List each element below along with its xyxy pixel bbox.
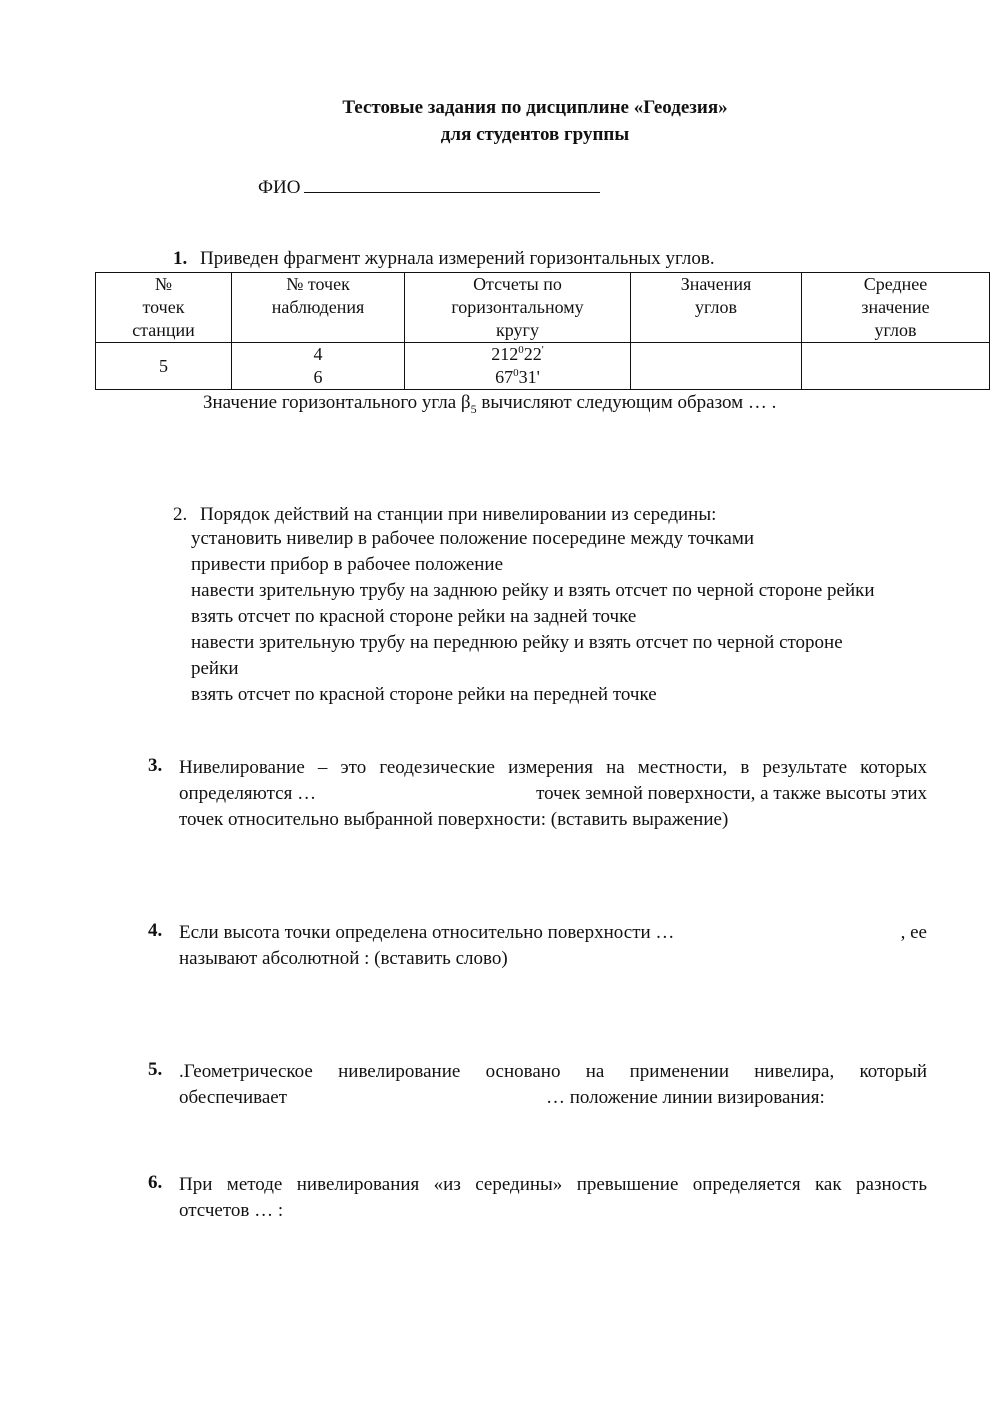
mean-angle-cell[interactable]	[802, 343, 990, 390]
table-row	[96, 343, 990, 390]
list-item[interactable]: установить нивелир в рабочее положение посередине между точками	[191, 528, 755, 549]
table-header-row	[96, 273, 990, 343]
points-cell: 4 6	[232, 343, 405, 390]
list-item[interactable]: взять отсчет по красной стороне рейки на передней точке	[191, 684, 657, 705]
question-number: 4.	[148, 920, 163, 941]
measurement-journal-table	[95, 272, 990, 390]
question-4: Если высота точки определена относительно поверхности … , ее называют абсолютной : (вставить слово)	[179, 922, 927, 969]
question-number: 3.	[148, 755, 163, 776]
fio-field	[258, 176, 600, 199]
list-item[interactable]: навести зрительную трубу на заднюю рейку и взять отсчет по черной стороне рейки	[191, 580, 875, 601]
question-1	[173, 248, 715, 270]
fio-label: ФИО	[258, 177, 301, 198]
table-header-cell: № точек наблюдения	[232, 273, 405, 343]
reading-value: $212^022'$	[491, 344, 544, 364]
question-1-followup: Значение горизонтального угла $\beta_5$ вычисляют следующим образом … .	[203, 392, 777, 416]
list-item[interactable]: рейки	[191, 658, 239, 679]
question-number: 1.	[173, 248, 188, 269]
angle-value-cell[interactable]	[631, 343, 802, 390]
table-header-cell: Отсчеты по горизонтальному кругу	[405, 273, 631, 343]
question-text: Приведен фрагмент журнала измерений горизонтальных углов.	[200, 248, 715, 269]
question-2	[173, 504, 716, 526]
table-header-cell: Среднее значение углов	[802, 273, 990, 343]
fio-blank-line	[304, 176, 600, 193]
document-subtitle: для студентов группы	[440, 124, 630, 145]
table-header-cell: Значения углов	[631, 273, 802, 343]
reading-value: $67^031'$	[495, 367, 540, 387]
ordering-items-list	[191, 526, 951, 708]
question-number: 5.	[148, 1059, 163, 1080]
document-title: Тестовые задания по дисциплине «Геодезия»	[342, 97, 728, 118]
list-item[interactable]: навести зрительную трубу на переднюю рейку и взять отсчет по черной стороне	[191, 632, 843, 653]
list-item[interactable]: привести прибор в рабочее положение	[191, 554, 504, 575]
question-text: Порядок действий на станции при нивелировании из середины:	[200, 504, 717, 525]
question-3: Нивелирование – это геодезические измерения на местности, в результате которых определяются … точек земной поверхности, а также высоты этих точек относительно выбранной поверхности: (вставить выражение)	[179, 757, 927, 830]
question-6: При методе нивелирования «из середины» превышение определяется как разность отсчетов … :	[179, 1174, 927, 1221]
readings-cell	[405, 343, 631, 390]
list-item[interactable]: взять отсчет по красной стороне рейки на задней точке	[191, 606, 637, 627]
question-5: .Геометрическое нивелирование основано на применении нивелира, который обеспечивает … положение линии визирования:	[179, 1061, 927, 1108]
table-header-cell: № точек станции	[96, 273, 232, 343]
question-number: 2.	[173, 504, 188, 525]
station-cell: 5	[96, 343, 232, 390]
question-number: 6.	[148, 1172, 163, 1193]
